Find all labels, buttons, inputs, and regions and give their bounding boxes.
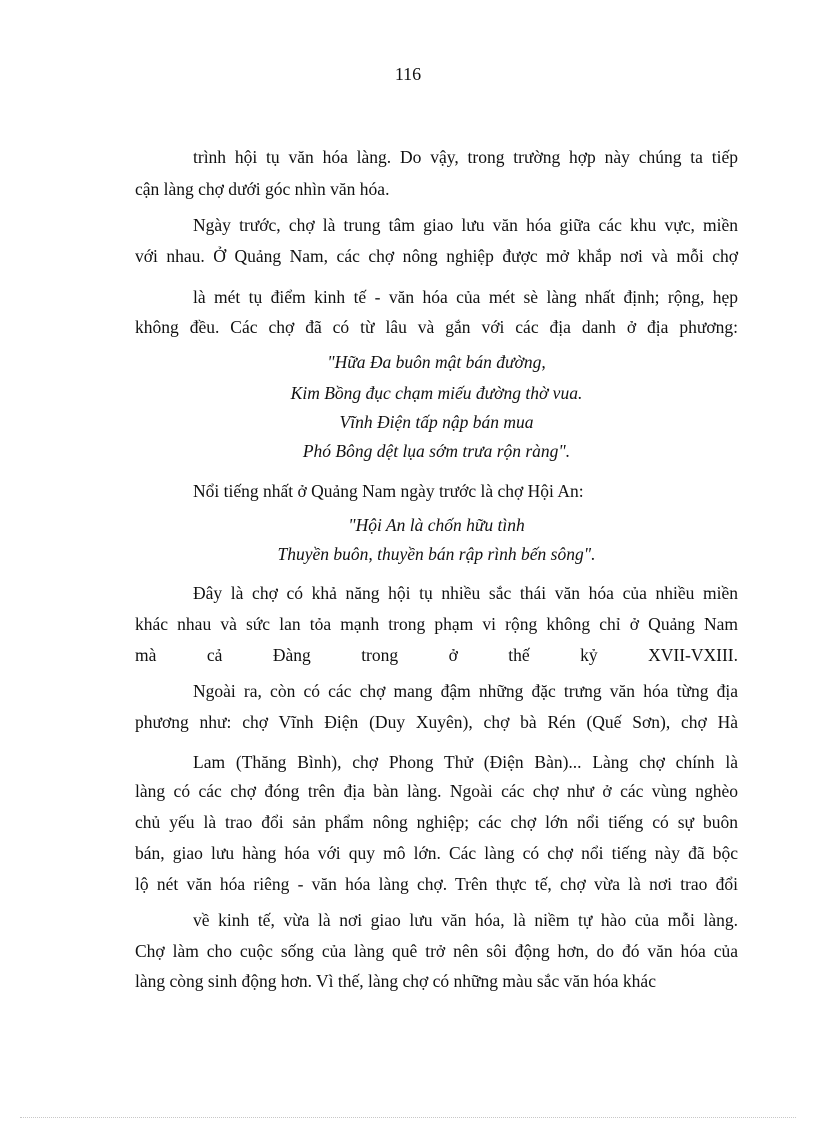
text-line: chủ yếu là trao đổi sản phẩm nông nghiệp; các chợ lớn nổi tiếng có sự buôn	[135, 812, 738, 832]
text-line: với nhau. Ở Quảng Nam, các chợ nông nghiệp được mở khắp nơi và mỗi chợ	[135, 246, 738, 266]
poem-line: "Hội An là chốn hữu tình	[348, 515, 525, 535]
text-line: không đều. Các chợ đã có từ lâu và gắn với các địa danh ở địa phương:	[135, 317, 738, 337]
text-line: Đây là chợ có khả năng hội tụ nhiều sắc thái văn hóa của nhiều miền	[193, 583, 738, 603]
poem-line: Vĩnh Điện tấp nập bán mua	[339, 412, 534, 432]
text-line: trình hội tụ văn hóa làng. Do vậy, trong trường hợp này chúng ta tiếp	[193, 147, 738, 167]
text-line: Lam (Thăng Bình), chợ Phong Thử (Điện Bàn)... Làng chợ chính là	[193, 752, 738, 772]
text-line: lộ nét văn hóa riêng - văn hóa làng chợ. Trên thực tế, chợ vừa là nơi trao đổi	[135, 874, 738, 894]
page-bottom-rule	[20, 1117, 796, 1118]
page-number: 116	[394, 64, 422, 84]
poem-line: Phó Bông dệt lụa sớm trưa rộn ràng".	[302, 441, 571, 461]
text-line: về kinh tế, vừa là nơi giao lưu văn hóa, là niềm tự hào của mỗi làng.	[193, 910, 738, 930]
text-line: làng có các chợ đóng trên địa bàn làng. Ngoài các chợ như ở các vùng nghèo	[135, 781, 738, 801]
text-line: làng còng sinh động hơn. Vì thế, làng chợ có những màu sắc văn hóa khác	[135, 971, 656, 991]
text-line: bán, giao lưu hàng hóa với quy mô lớn. Các làng có chợ nổi tiếng này đã bộc	[135, 843, 738, 863]
text-line: Chợ làm cho cuộc sống của làng quê trở nên sôi động hơn, do đó văn hóa của	[135, 941, 738, 961]
poem-line: Kim Bồng đục chạm miếu đường thờ vua.	[290, 383, 583, 403]
text-line: cận làng chợ dưới góc nhìn văn hóa.	[135, 179, 390, 199]
text-line: Nổi tiếng nhất ở Quảng Nam ngày trước là chợ Hội An:	[193, 481, 584, 501]
text-line: khác nhau và sức lan tỏa mạnh trong phạm vi rộng không chỉ ở Quảng Nam	[135, 614, 738, 634]
text-line: mà cả Đàng trong ở thế kỷ XVII-VXIII.	[135, 645, 738, 665]
text-line: Ngoài ra, còn có các chợ mang đậm những đặc trưng văn hóa từng địa	[193, 681, 738, 701]
poem-line: Thuyền buôn, thuyền bán rập rình bến sông".	[277, 544, 596, 564]
text-line: Ngày trước, chợ là trung tâm giao lưu văn hóa giữa các khu vực, miền	[193, 215, 738, 235]
text-line: là mét tụ điểm kinh tế - văn hóa của mét sè làng nhất định; rộng, hẹp	[193, 287, 738, 307]
text-line: phương như: chợ Vĩnh Điện (Duy Xuyên), chợ bà Rén (Quế Sơn), chợ Hà	[135, 712, 738, 732]
poem-line: "Hữa Đa buôn mật bán đường,	[327, 352, 546, 372]
